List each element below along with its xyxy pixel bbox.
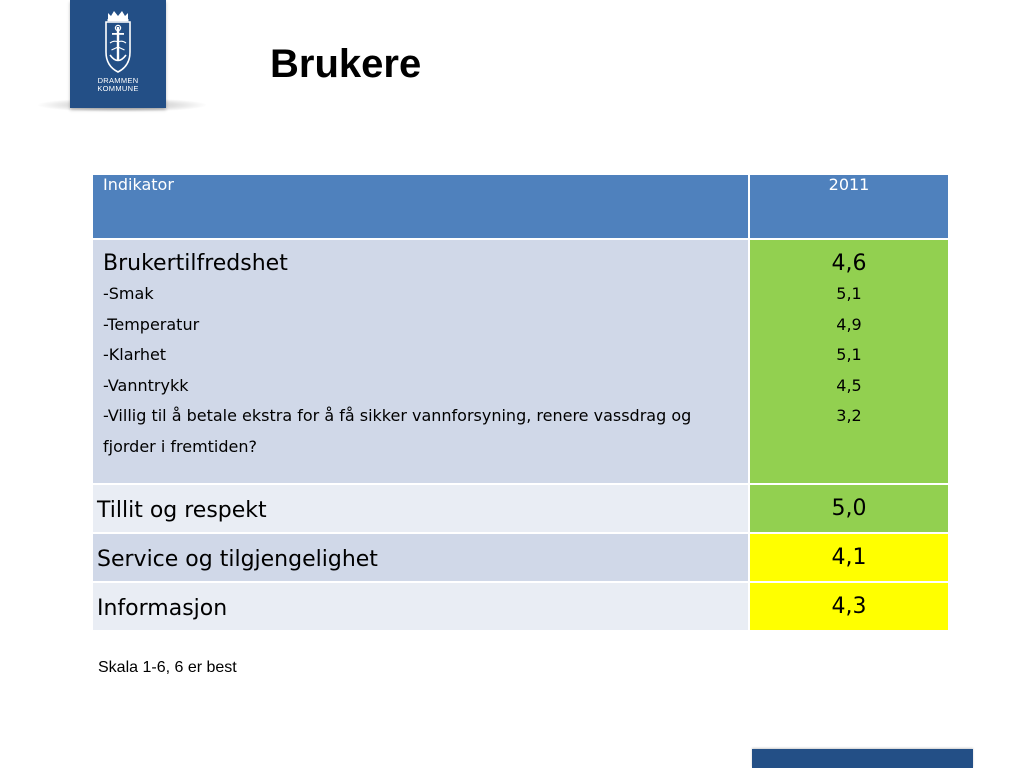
satisfaction-label: Brukertilfredshet bbox=[103, 251, 288, 276]
drammen-kommune-logo bbox=[70, 0, 166, 108]
sub-indicator-clarity: -Klarhet bbox=[103, 345, 167, 364]
sub-value-clarity: 5,1 bbox=[836, 345, 862, 364]
scale-footnote: Skala 1-6, 6 er best bbox=[98, 659, 237, 676]
header-indicator: Indikator bbox=[92, 174, 749, 239]
footer-corner-block bbox=[752, 749, 973, 768]
information-value: 4,3 bbox=[749, 582, 949, 631]
sub-value-temperature: 4,9 bbox=[836, 314, 862, 334]
service-value: 4,1 bbox=[749, 533, 949, 582]
page-title: Brukere bbox=[270, 42, 422, 86]
service-label: Service og tilgjengelighet bbox=[92, 533, 749, 582]
logo-text-line1: DRAMMEN bbox=[97, 76, 139, 85]
logo-text-line2: KOMMUNE bbox=[97, 84, 139, 93]
satisfaction-value-cell bbox=[749, 239, 949, 484]
table-header-row bbox=[92, 174, 949, 239]
table-row-information bbox=[92, 582, 949, 631]
indicator-table bbox=[91, 173, 950, 632]
sub-indicator-temperature: -Temperatur bbox=[103, 314, 200, 334]
trust-value: 5,0 bbox=[749, 484, 949, 533]
table-row-trust bbox=[92, 484, 949, 533]
sub-value-taste: 5,1 bbox=[836, 284, 862, 303]
header-year: 2011 bbox=[749, 174, 949, 239]
sub-indicator-water-pressure: -Vanntrykk bbox=[103, 375, 189, 395]
sub-indicator-taste: -Smak bbox=[103, 284, 154, 303]
satisfaction-indicator-cell bbox=[92, 239, 749, 484]
table-row-satisfaction bbox=[92, 239, 949, 484]
sub-value-water-pressure: 4,5 bbox=[836, 375, 862, 395]
sub-indicator-willingness-to-pay: -Villig til å betale ekstra for å få sikker vannforsyning, renere vassdrag og fjorder i fremtiden? bbox=[103, 406, 692, 456]
table-row-service bbox=[92, 533, 949, 582]
satisfaction-value: 4,6 bbox=[831, 251, 867, 276]
information-label: Informasjon bbox=[92, 582, 749, 631]
sub-value-willingness-to-pay: 3,2 bbox=[836, 406, 862, 425]
trust-label: Tillit og respekt bbox=[92, 484, 749, 533]
coat-of-arms-icon bbox=[70, 0, 166, 78]
